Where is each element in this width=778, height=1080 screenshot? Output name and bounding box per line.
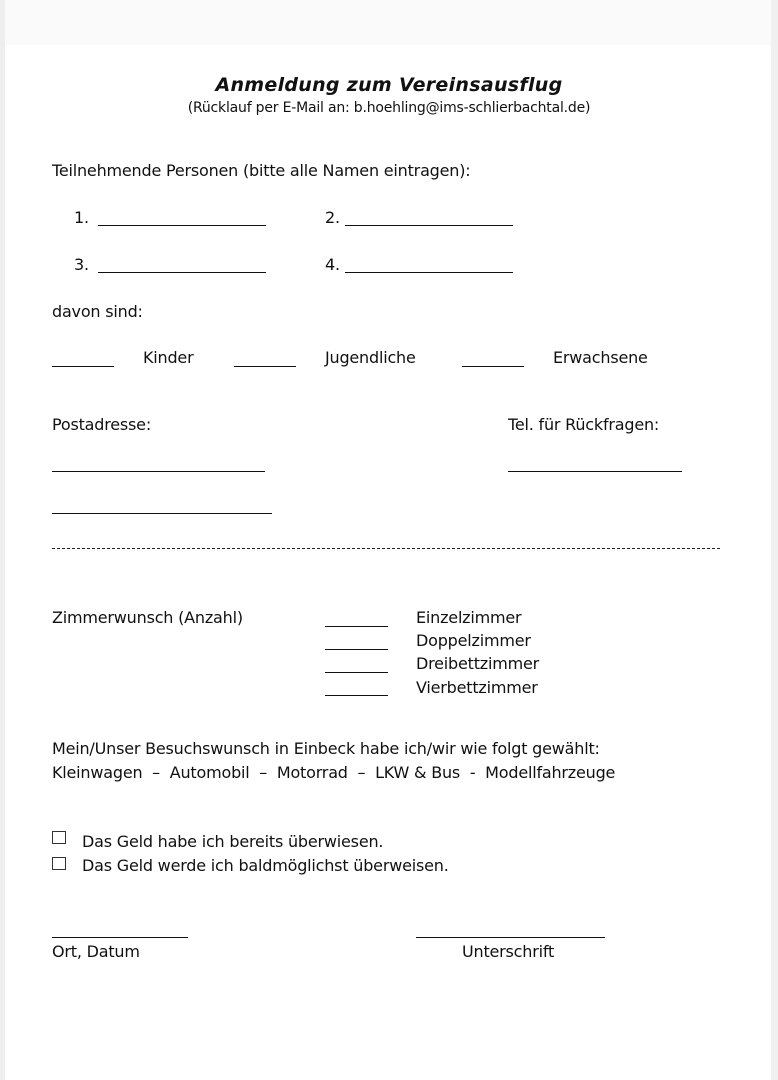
phone-label: Tel. für Rückfragen: [508, 415, 660, 434]
participant-field-1[interactable] [98, 225, 266, 226]
page-top-band [5, 0, 771, 45]
visit-options: Kleinwagen – Automobil – Motorrad – LKW & Bus - Modellfahrzeuge [52, 763, 616, 782]
cut-line-divider [52, 548, 720, 549]
einzelzimmer-count-field[interactable] [325, 626, 388, 627]
doppelzimmer-count-field[interactable] [325, 649, 388, 650]
place-date-label: Ort, Datum [52, 942, 140, 961]
vierbettzimmer-count-field[interactable] [325, 695, 388, 696]
doppelzimmer-label: Doppelzimmer [416, 631, 531, 650]
participant-field-4[interactable] [345, 272, 513, 273]
payment-label-transferred: Das Geld habe ich bereits überwiesen. [82, 832, 384, 851]
signature-field[interactable] [416, 937, 605, 938]
signature-label: Unterschrift [462, 942, 555, 961]
einzelzimmer-label: Einzelzimmer [416, 608, 522, 627]
payment-checkbox-transferred[interactable] [52, 831, 66, 844]
participant-field-3[interactable] [98, 272, 266, 273]
erwachsene-label: Erwachsene [553, 348, 648, 367]
erwachsene-count-field[interactable] [462, 366, 524, 367]
participant-number-1: 1. [74, 208, 89, 227]
address-label: Postadresse: [52, 415, 152, 434]
participant-field-2[interactable] [345, 225, 513, 226]
breakdown-label: davon sind: [52, 302, 143, 321]
visit-label: Mein/Unser Besuchswunsch in Einbeck habe ich/wir wie folgt gewählt: [52, 739, 600, 758]
dreibettzimmer-count-field[interactable] [325, 672, 388, 673]
payment-label-will-transfer: Das Geld werde ich baldmöglichst überweisen. [82, 856, 449, 875]
kinder-label: Kinder [143, 348, 194, 367]
vierbettzimmer-label: Vierbettzimmer [416, 678, 538, 697]
place-date-field[interactable] [52, 937, 188, 938]
jugendliche-label: Jugendliche [325, 348, 416, 367]
jugendliche-count-field[interactable] [234, 366, 296, 367]
participant-number-3: 3. [74, 255, 89, 274]
participants-label: Teilnehmende Personen (bitte alle Namen eintragen): [52, 161, 471, 180]
document-title: Anmeldung zum Vereinsausflug [215, 74, 563, 96]
kinder-count-field[interactable] [52, 366, 114, 367]
document-subtitle: (Rücklauf per E-Mail an: b.hoehling@ims-schlierbachtal.de) [187, 100, 591, 116]
dreibettzimmer-label: Dreibettzimmer [416, 654, 540, 673]
page-edge-left [0, 0, 5, 1080]
address-field-line-1[interactable] [52, 471, 265, 472]
phone-field[interactable] [508, 471, 682, 472]
payment-checkbox-will-transfer[interactable] [52, 857, 66, 870]
participant-number-4: 4. [325, 255, 340, 274]
address-field-line-2[interactable] [52, 513, 272, 514]
rooms-label: Zimmerwunsch (Anzahl) [52, 608, 243, 627]
page-edge-right [771, 0, 778, 1080]
participant-number-2: 2. [325, 208, 340, 227]
